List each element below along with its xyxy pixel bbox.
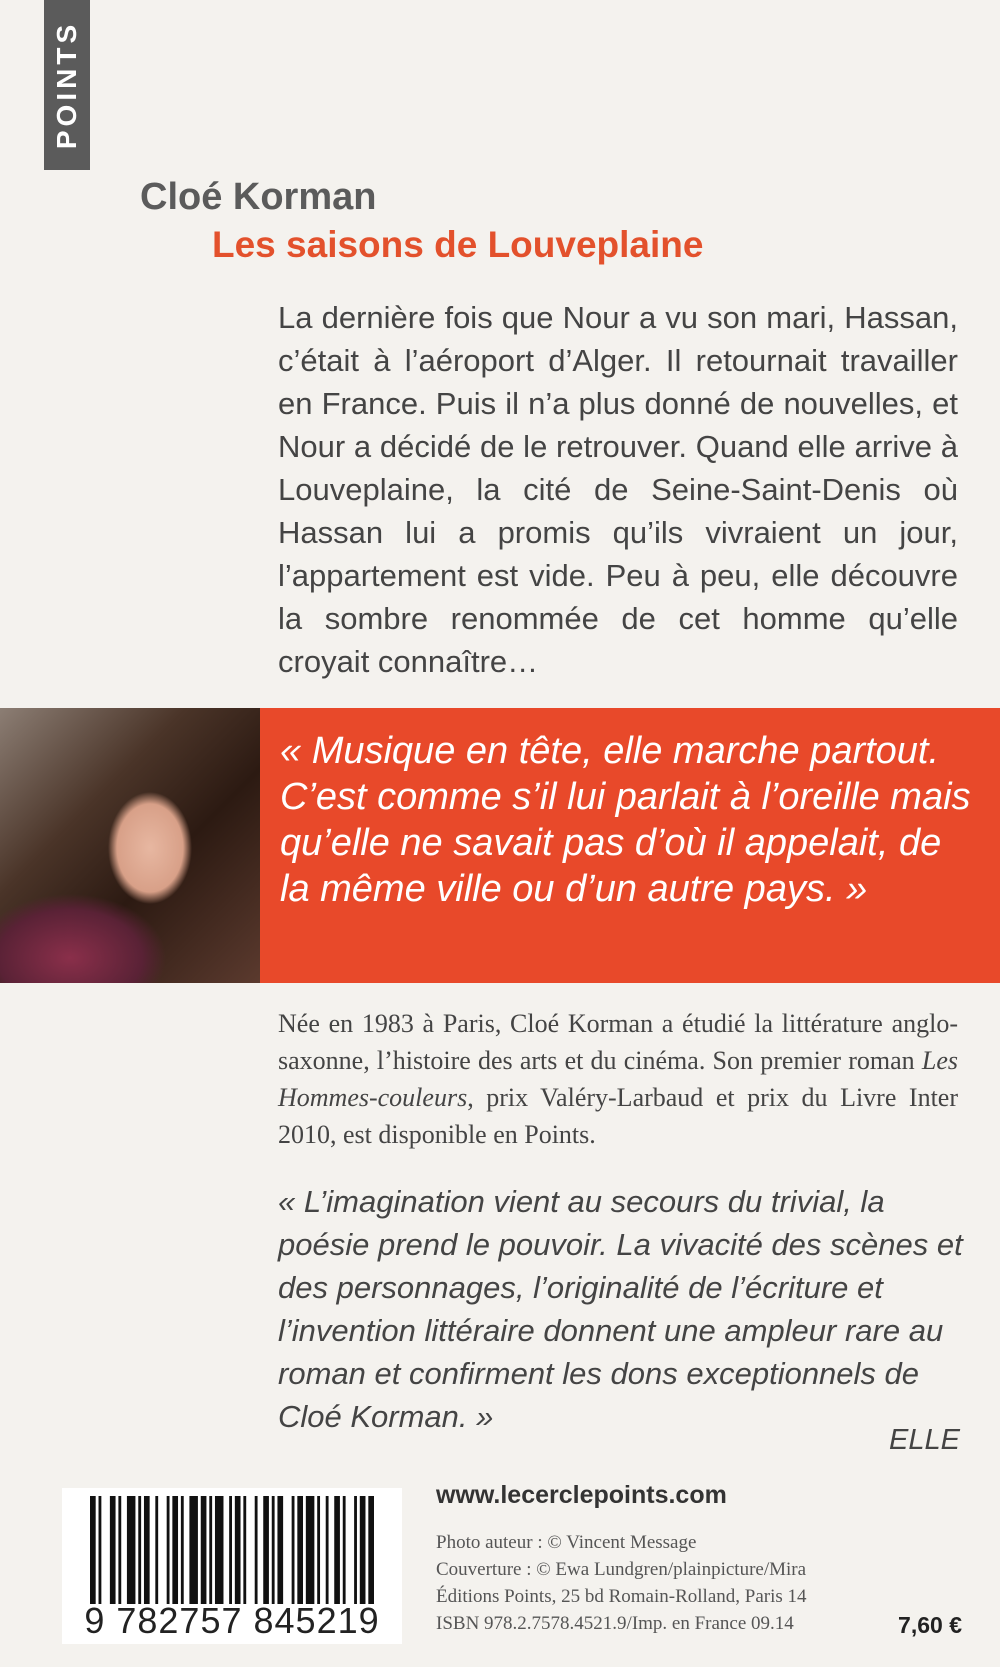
barcode-bar bbox=[90, 1496, 96, 1604]
barcode-bar bbox=[326, 1496, 329, 1604]
barcode-bar bbox=[277, 1496, 283, 1604]
credit-publisher: Éditions Points, 25 bd Romain-Rolland, Paris 14 bbox=[436, 1586, 807, 1607]
barcode-bar bbox=[317, 1496, 320, 1604]
barcode-bar bbox=[138, 1496, 141, 1604]
barcode-bar bbox=[235, 1496, 241, 1604]
barcode-bar bbox=[215, 1496, 224, 1604]
bio-book-title: Les Hommes-couleurs bbox=[278, 1046, 958, 1112]
price: 7,60 € bbox=[898, 1612, 962, 1638]
author-bio bbox=[278, 1005, 958, 1153]
bio-text-2: , prix Valéry-Larbaud et prix du Livre Inter 2010, est disponible en Points. bbox=[278, 1083, 958, 1149]
author-name: Cloé Korman bbox=[140, 176, 377, 218]
credits bbox=[436, 1529, 896, 1637]
barcode-bar bbox=[368, 1496, 374, 1604]
credit-isbn: ISBN 978.2.7578.4521.9/Imp. en France 09.14 bbox=[436, 1613, 794, 1634]
barcode-bar bbox=[172, 1496, 178, 1604]
barcode-bar bbox=[201, 1496, 207, 1604]
barcode-bar bbox=[297, 1496, 303, 1604]
credit-cover: Couverture : © Ewa Lundgren/plainpicture/Mira bbox=[436, 1559, 807, 1580]
barcode-bar bbox=[144, 1496, 150, 1604]
barcode-bar bbox=[306, 1496, 315, 1604]
barcode-bar bbox=[243, 1496, 246, 1604]
brand-label: POINTS bbox=[51, 20, 83, 150]
barcode-digits: 9 782757 845219 bbox=[84, 1600, 380, 1641]
press-source: ELLE bbox=[889, 1424, 960, 1456]
barcode-bar bbox=[229, 1496, 232, 1604]
barcode-bar bbox=[354, 1496, 357, 1604]
barcode-bar bbox=[272, 1496, 275, 1604]
barcode-bar bbox=[99, 1496, 102, 1604]
barcode-bar bbox=[360, 1496, 366, 1604]
barcode-bar bbox=[292, 1496, 295, 1604]
quote-band bbox=[260, 708, 1000, 983]
author-photo bbox=[0, 708, 260, 983]
publisher-website[interactable]: www.lecerclepoints.com bbox=[436, 1481, 727, 1509]
bio-text-1: Née en 1983 à Paris, Cloé Korman a étudié la littérature anglo-saxonne, l’histoire des arts et du cinéma. Son premier roman bbox=[278, 1009, 958, 1075]
points-brand-tab bbox=[44, 0, 90, 170]
barcode-bar bbox=[343, 1496, 346, 1604]
barcode bbox=[62, 1488, 402, 1644]
barcode-bar bbox=[118, 1496, 121, 1604]
book-title: Les saisons de Louveplaine bbox=[212, 224, 704, 265]
press-quote: « L’imagination vient au secours du trivial, la poésie prend le pouvoir. La vivacité des scènes et des personnages, l’originalité de l’écriture et l’invention littéraire donnent une ampleur rare au roman et confirment les dons exceptionnels de Cloé Korman. » bbox=[278, 1184, 963, 1434]
barcode-bar bbox=[127, 1496, 136, 1604]
barcode-bars bbox=[90, 1496, 374, 1604]
barcode-bar bbox=[167, 1496, 170, 1604]
barcode-bar bbox=[334, 1496, 340, 1604]
barcode-bar bbox=[189, 1496, 198, 1604]
barcode-bar bbox=[209, 1496, 212, 1604]
barcode-bar bbox=[181, 1496, 184, 1604]
barcode-bar bbox=[255, 1496, 258, 1604]
credit-photo: Photo auteur : © Vincent Message bbox=[436, 1532, 697, 1553]
pull-quote: « Musique en tête, elle marche partout. C’est comme s’il lui parlait à l’oreille mais qu’elle ne savait pas d’où il appelait, de la même ville ou d’un autre pays. » bbox=[280, 730, 971, 910]
barcode-bar bbox=[263, 1496, 269, 1604]
synopsis: La dernière fois que Nour a vu son mari, Hassan, c’était à l’aéroport d’Alger. Il retournait travailler en France. Puis il n’a plus donné de nouvelles, et Nour a décidé de le retrouver. Quand elle arrive à Louveplaine, la cité de Seine-Saint-Denis où Hassan lui a promis qu’ils vivraient un jour, l’appartement est vide. Peu à peu, elle découvre la sombre renommée de cet homme qu’elle croyait connaître… bbox=[278, 300, 958, 679]
barcode-bar bbox=[155, 1496, 158, 1604]
barcode-bar bbox=[110, 1496, 116, 1604]
